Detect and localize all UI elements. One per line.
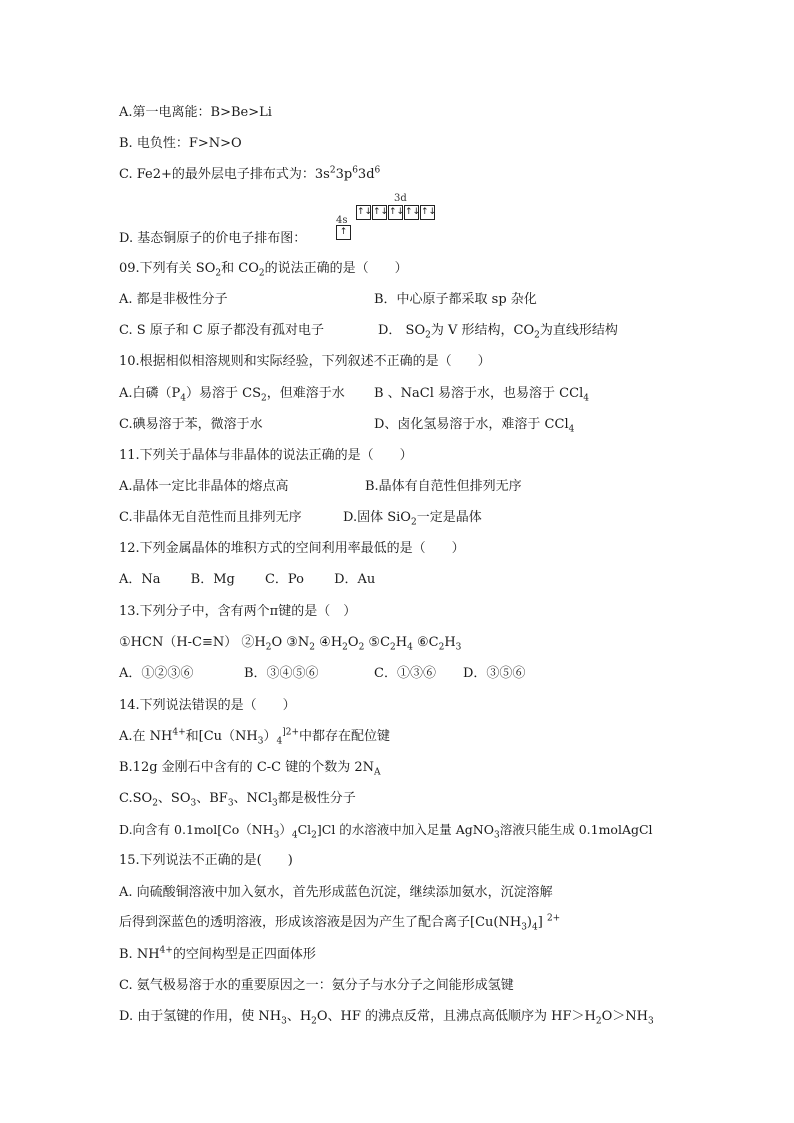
q8-option-d: D. 基态铜原子的价电子排布图： xyxy=(119,231,307,246)
orbital-label-3d: 3d xyxy=(394,193,407,204)
q12-options: A．Na B．Mg C．Po D．Au xyxy=(119,572,376,587)
orbital-3d-box: ↑↓ xyxy=(404,205,419,220)
q14-option-c: $C.SO_2$、$SO_3$、$BF_3$、NCl$_3$都是极性分子 xyxy=(119,791,356,809)
q9-option-b: B．中心原子都采取 sp 杂化 xyxy=(374,292,537,307)
q13-option-d: D．③⑤⑥ xyxy=(463,666,526,681)
q9-option-a: A. 都是非极性分子 xyxy=(119,292,228,307)
orbital-3d-box: ↑↓ xyxy=(420,205,435,220)
q10-stem: 10.根据相似相溶规则和实际经验，下列叙述不正确的是（ ） xyxy=(119,354,491,369)
q14-option-b: B.12g 金刚石中含有的 C-C 键的个数为 $2N_A$ xyxy=(119,760,381,778)
q13-option-a: A．①②③⑥ xyxy=(119,666,194,681)
q11-option-c: C.非晶体无自范性而且排列无序 xyxy=(119,510,302,525)
q10-option-c: C.碘易溶于苯，微溶于水 xyxy=(119,417,263,432)
q9-option-d: D． $SO_2$为 V 形结构，$CO_2$为直线形结构 xyxy=(378,323,618,341)
q10-option-d: D、卤化氢易溶于水，难溶于 CCl$_4$ xyxy=(374,417,575,435)
q10-option-a: A.白磷$(P_4)$易溶于 $CS_2$，但难溶于水 xyxy=(119,386,345,404)
q12-stem: 12.下列金属晶体的堆积方式的空间利用率最低的是（ ） xyxy=(119,541,465,556)
orbital-3d-box: ↑↓ xyxy=(372,205,387,220)
q13-option-b: B．③④⑤⑥ xyxy=(244,666,319,681)
orbital-3d-box: ↑↓ xyxy=(388,205,403,220)
q10-option-b: B 、NaCl 易溶于水，也易溶于 CCl$_4$ xyxy=(374,386,589,404)
q14-option-a: A.在 $NH^{4+}$和[$Cu(NH_3)_4^{]2+}$中都存在配位键 xyxy=(119,727,391,747)
q15-option-c: C. 氨气极易溶于水的重要原因之一：氨分子与水分子之间能形成氢键 xyxy=(119,978,514,993)
q9-stem: 09.下列有关 $SO_2$和 $CO_2$的说法正确的是（ ） xyxy=(119,261,408,279)
q15-option-b: B. $NH^{4+}$的空间构型是正四面体形 xyxy=(119,945,316,962)
orbital-diagram xyxy=(326,193,444,243)
q13-option-c: C．①③⑥ xyxy=(374,666,436,681)
q15-stem: 15.下列说法不正确的是( ) xyxy=(119,853,293,868)
q15-option-d: D. 由于氢键的作用，使 $NH_3$、$H_2O$、HF 的沸点反常，且沸点高低顺序为 $HF>H_2O>NH_3$ xyxy=(119,1009,654,1027)
q11-option-d: D.固体 SiO$_2$一定是晶体 xyxy=(343,510,482,528)
q15-option-a-line2: 后得到深蓝色的透明溶液，形成该溶液是因为产生了配合离子$[Cu(NH_3)_4]$ $^{2+}$ xyxy=(119,913,561,933)
orbital-4s-box: ↑ xyxy=(336,225,351,240)
q13-molecule-list: ①HCN（H-C≡N） $②H_2O$ $③N_2$ $④H_2O_2$ $⑤C_2H_4$ $⑥C_2H_3$ xyxy=(119,635,462,653)
q8-option-c: C. Fe2+的最外层电子排布式为：$3s^23p^63d^6$ xyxy=(119,165,381,182)
orbital-label-4s: 4s xyxy=(336,215,348,226)
q8-option-a: A.第一电离能：B>Be>Li xyxy=(119,105,272,120)
q14-option-d: D.向含有 $0.1mol[Co(NH_3)_4Cl_2]Cl$ 的水溶液中加入足量 AgNO$_3$溶液只能生成 0.1molAgCl xyxy=(119,822,653,841)
q13-stem: 13.下列分子中，含有两个π键的是（ ） xyxy=(119,604,357,619)
q11-option-a: A.晶体一定比非晶体的熔点高 xyxy=(119,479,289,494)
q11-option-b: B.晶体有自范性但排列无序 xyxy=(365,479,522,494)
q14-stem: 14.下列说法错误的是（ ） xyxy=(119,698,296,713)
q8-option-b: B. 电负性：F>N>O xyxy=(119,136,242,151)
orbital-3d-box: ↑↓ xyxy=(356,205,371,220)
q11-stem: 11.下列关于晶体与非晶体的说法正确的是（ ） xyxy=(119,448,413,463)
q15-option-a-line1: A. 向硫酸铜溶液中加入氨水，首先形成蓝色沉淀，继续添加氨水，沉淀溶解 xyxy=(119,885,553,900)
q9-option-c: C. S 原子和 C 原子都没有孤对电子 xyxy=(119,323,324,338)
